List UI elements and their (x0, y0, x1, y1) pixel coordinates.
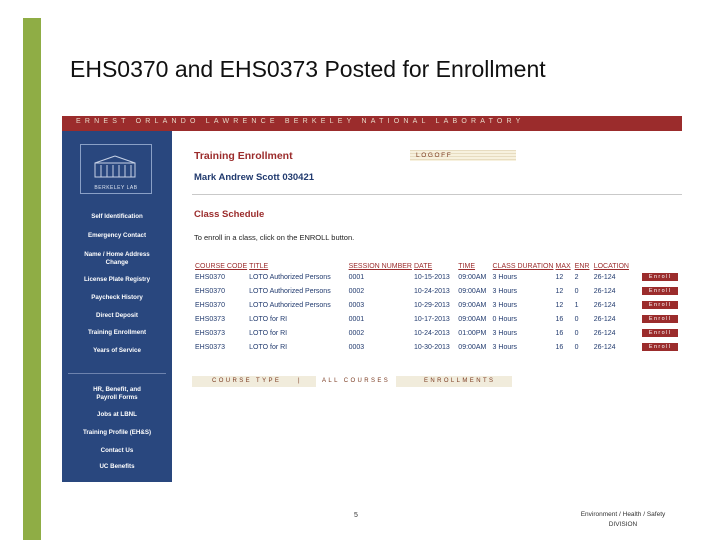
footer-line-2: DIVISION (608, 521, 638, 528)
sidebar-item-license-plate[interactable]: License Plate Registry (83, 276, 151, 283)
session-time: 01:00PM (458, 329, 487, 337)
class-duration: 3 Hours (492, 343, 518, 351)
course-title: LOTO Authorized Persons (249, 273, 331, 281)
sidebar-item-emergency-contact[interactable]: Emergency Contact (87, 232, 147, 239)
enroll-button[interactable]: Enroll (642, 329, 678, 337)
session-date: 10-15-2013 (413, 273, 450, 281)
session-date: 10-30-2013 (413, 343, 450, 351)
session-number: 0002 (348, 329, 365, 337)
sidebar-item-contact-us[interactable]: Contact Us (100, 447, 134, 454)
sidebar-item-self-identification[interactable]: Self Identification (91, 213, 143, 220)
location: 26-124 (593, 273, 616, 281)
sidebar-item-direct-deposit[interactable]: Direct Deposit (96, 312, 138, 319)
slide-accent-bar (23, 18, 41, 540)
session-time: 09:00AM (458, 343, 487, 351)
session-number: 0003 (348, 343, 365, 351)
class-duration: 3 Hours (492, 287, 518, 295)
sidebar-item-paycheck-history[interactable]: Paycheck History (91, 294, 143, 301)
sidebar-item-years-of-service[interactable]: Years of Service (93, 347, 141, 354)
enrolled-count: 2 (574, 273, 579, 281)
session-time: 09:00AM (458, 315, 487, 323)
sidebar-divider (68, 373, 166, 374)
column-header-enr[interactable]: ENR (574, 263, 590, 270)
enroll-cell (641, 284, 682, 298)
enroll-cell (641, 312, 682, 326)
slide-title: EHS0370 and EHS0373 Posted for Enrollment (70, 56, 546, 82)
location: 26-124 (593, 301, 616, 309)
session-time: 09:00AM (458, 287, 487, 295)
session-date: 10-24-2013 (413, 329, 450, 337)
page-title: Training Enrollment (194, 150, 293, 162)
column-header-title[interactable]: TITLE (249, 263, 269, 270)
lab-banner-text: ERNEST ORLANDO LAWRENCE BERKELEY NATIONAL LABORATORY (76, 118, 525, 125)
session-time: 09:00AM (458, 273, 487, 281)
column-header-location[interactable]: LOCATION (593, 263, 629, 270)
class-duration: 0 Hours (492, 315, 518, 323)
enrollment-screenshot (62, 116, 682, 482)
column-header-date[interactable]: DATE (413, 263, 433, 270)
session-number: 0001 (348, 315, 365, 323)
course-code: EHS0370 (195, 301, 225, 309)
enroll-button[interactable]: Enroll (642, 301, 678, 309)
class-duration: 3 Hours (492, 329, 518, 337)
nav-separator: | (298, 378, 302, 384)
sidebar-item-jobs[interactable]: Jobs at LBNL (97, 411, 137, 418)
section-heading: Class Schedule (194, 209, 265, 220)
sidebar-item-address-change[interactable]: Name / Home Address Change (84, 251, 150, 266)
main-content (172, 131, 682, 482)
course-code: EHS0373 (195, 315, 225, 323)
sidebar-item-uc-benefits[interactable]: UC Benefits (99, 463, 135, 470)
enrolled-count: 0 (574, 315, 579, 323)
course-type-link[interactable]: COURSE TYPE (212, 378, 282, 384)
page-number: 5 (354, 512, 358, 519)
table-row (194, 284, 682, 298)
session-time: 09:00AM (458, 301, 487, 309)
max-seats: 12 (555, 301, 564, 309)
max-seats: 16 (555, 329, 564, 337)
table-header-row (194, 252, 682, 270)
sidebar-item-training-profile[interactable]: Training Profile (EH&S) (82, 429, 152, 436)
building-icon (91, 155, 141, 179)
location: 26-124 (593, 329, 616, 337)
enroll-cell (641, 298, 682, 312)
column-header-session[interactable]: SESSION NUMBER (348, 263, 412, 270)
enroll-button[interactable]: Enroll (642, 343, 678, 351)
berkeley-lab-logo[interactable] (80, 144, 152, 194)
footer-department (568, 510, 678, 530)
course-title: LOTO for RI (249, 329, 288, 337)
session-number: 0001 (348, 273, 365, 281)
session-date: 10-24-2013 (413, 287, 450, 295)
footer-line-1: Environment / Health / Safety (580, 511, 666, 518)
logo-caption: BERKELEY LAB (94, 185, 138, 191)
max-seats: 16 (555, 343, 564, 351)
table-row (194, 326, 682, 340)
sidebar-item-training-enrollment[interactable]: Training Enrollment (87, 329, 147, 336)
column-header-max[interactable]: MAX (555, 263, 571, 270)
class-schedule-table (194, 252, 682, 354)
enroll-button[interactable]: Enroll (642, 273, 678, 281)
max-seats: 12 (555, 273, 564, 281)
enrolled-count: 0 (574, 329, 579, 337)
column-header-course-code[interactable]: COURSE CODE (195, 263, 248, 270)
session-date: 10-29-2013 (413, 301, 450, 309)
enroll-button[interactable]: Enroll (642, 315, 678, 323)
lab-banner (62, 116, 682, 131)
course-title: LOTO for RI (249, 315, 288, 323)
enrolled-count: 0 (574, 343, 579, 351)
class-duration: 3 Hours (492, 273, 518, 281)
class-duration: 3 Hours (492, 301, 518, 309)
user-name: Mark Andrew Scott 030421 (194, 172, 315, 183)
location: 26-124 (593, 315, 616, 323)
sidebar-item-hr-forms[interactable]: HR, Benefit, and Payroll Forms (93, 386, 141, 401)
session-number: 0003 (348, 301, 365, 309)
table-row (194, 312, 682, 326)
table-row (194, 270, 682, 284)
enroll-cell (641, 340, 682, 354)
course-title: LOTO Authorized Persons (249, 287, 331, 295)
divider (192, 194, 682, 195)
column-header-action (641, 252, 682, 270)
enrollments-link[interactable]: ENROLLMENTS (424, 378, 496, 384)
bottom-nav (192, 376, 512, 387)
logoff-button[interactable]: LOGOFF (410, 150, 516, 161)
enroll-cell (641, 326, 682, 340)
course-code: EHS0373 (195, 329, 225, 337)
session-number: 0002 (348, 287, 365, 295)
enrolled-count: 0 (574, 287, 579, 295)
max-seats: 16 (555, 315, 564, 323)
location: 26-124 (593, 343, 616, 351)
enrolled-count: 1 (574, 301, 579, 309)
course-title: LOTO Authorized Persons (249, 301, 331, 309)
enroll-button[interactable]: Enroll (642, 287, 678, 295)
enroll-cell (641, 270, 682, 284)
instructions-text: To enroll in a class, click on the ENROLL button. (194, 233, 355, 242)
table-row (194, 298, 682, 312)
sidebar (62, 131, 172, 482)
course-title: LOTO for RI (249, 343, 288, 351)
location: 26-124 (593, 287, 616, 295)
course-code: EHS0373 (195, 343, 225, 351)
column-header-time[interactable]: TIME (458, 263, 476, 270)
max-seats: 12 (555, 287, 564, 295)
session-date: 10-17-2013 (413, 315, 450, 323)
table-row (194, 340, 682, 354)
course-code: EHS0370 (195, 273, 225, 281)
all-courses-link[interactable]: ALL COURSES (316, 376, 396, 387)
column-header-duration[interactable]: CLASS DURATION (492, 263, 554, 270)
course-code: EHS0370 (195, 287, 225, 295)
